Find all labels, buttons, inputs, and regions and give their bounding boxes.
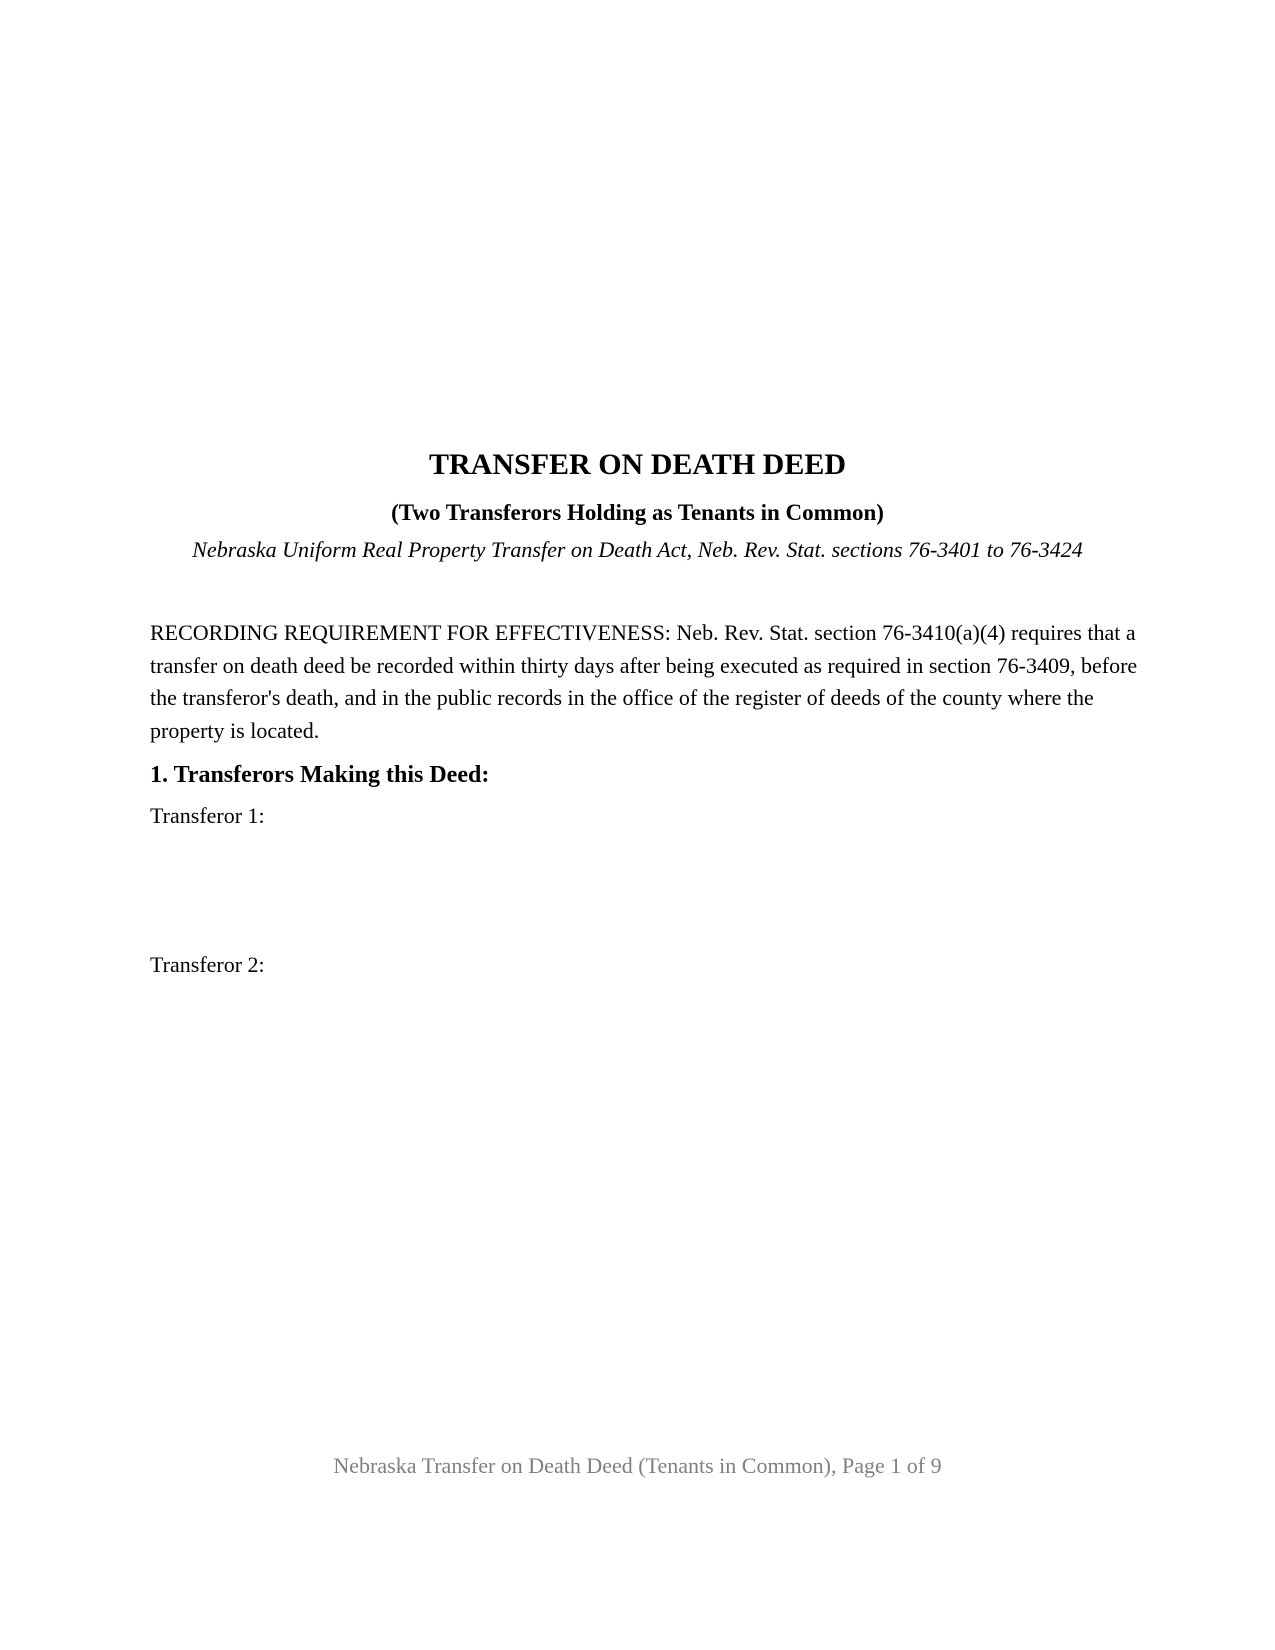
act-reference: Nebraska Uniform Real Property Transfer on Death Act, Neb. Rev. Stat. sections 76-3401 to 76-3424	[192, 537, 1083, 562]
document-subtitle: (Two Transferors Holding as Tenants in Common)	[391, 500, 884, 525]
transferor-2-label: Transferor 2:	[150, 952, 265, 977]
page-footer: Nebraska Transfer on Death Deed (Tenants in Common), Page 1 of 9	[333, 1453, 942, 1478]
section-heading-transferors: 1. Transferors Making this Deed:	[150, 762, 490, 788]
document-title: TRANSFER ON DEATH DEED	[429, 448, 846, 481]
transferor-1-label: Transferor 1:	[150, 803, 265, 828]
recording-requirement-paragraph: RECORDING REQUIREMENT FOR EFFECTIVENESS: Neb. Rev. Stat. section 76-3410(a)(4) requires that a transfer on death deed be recorded within thirty days after being executed as required in section 76-3409, before the transferor's death, and in the public records in the office of the register of deeds of the county where the property is located.	[150, 620, 1138, 743]
